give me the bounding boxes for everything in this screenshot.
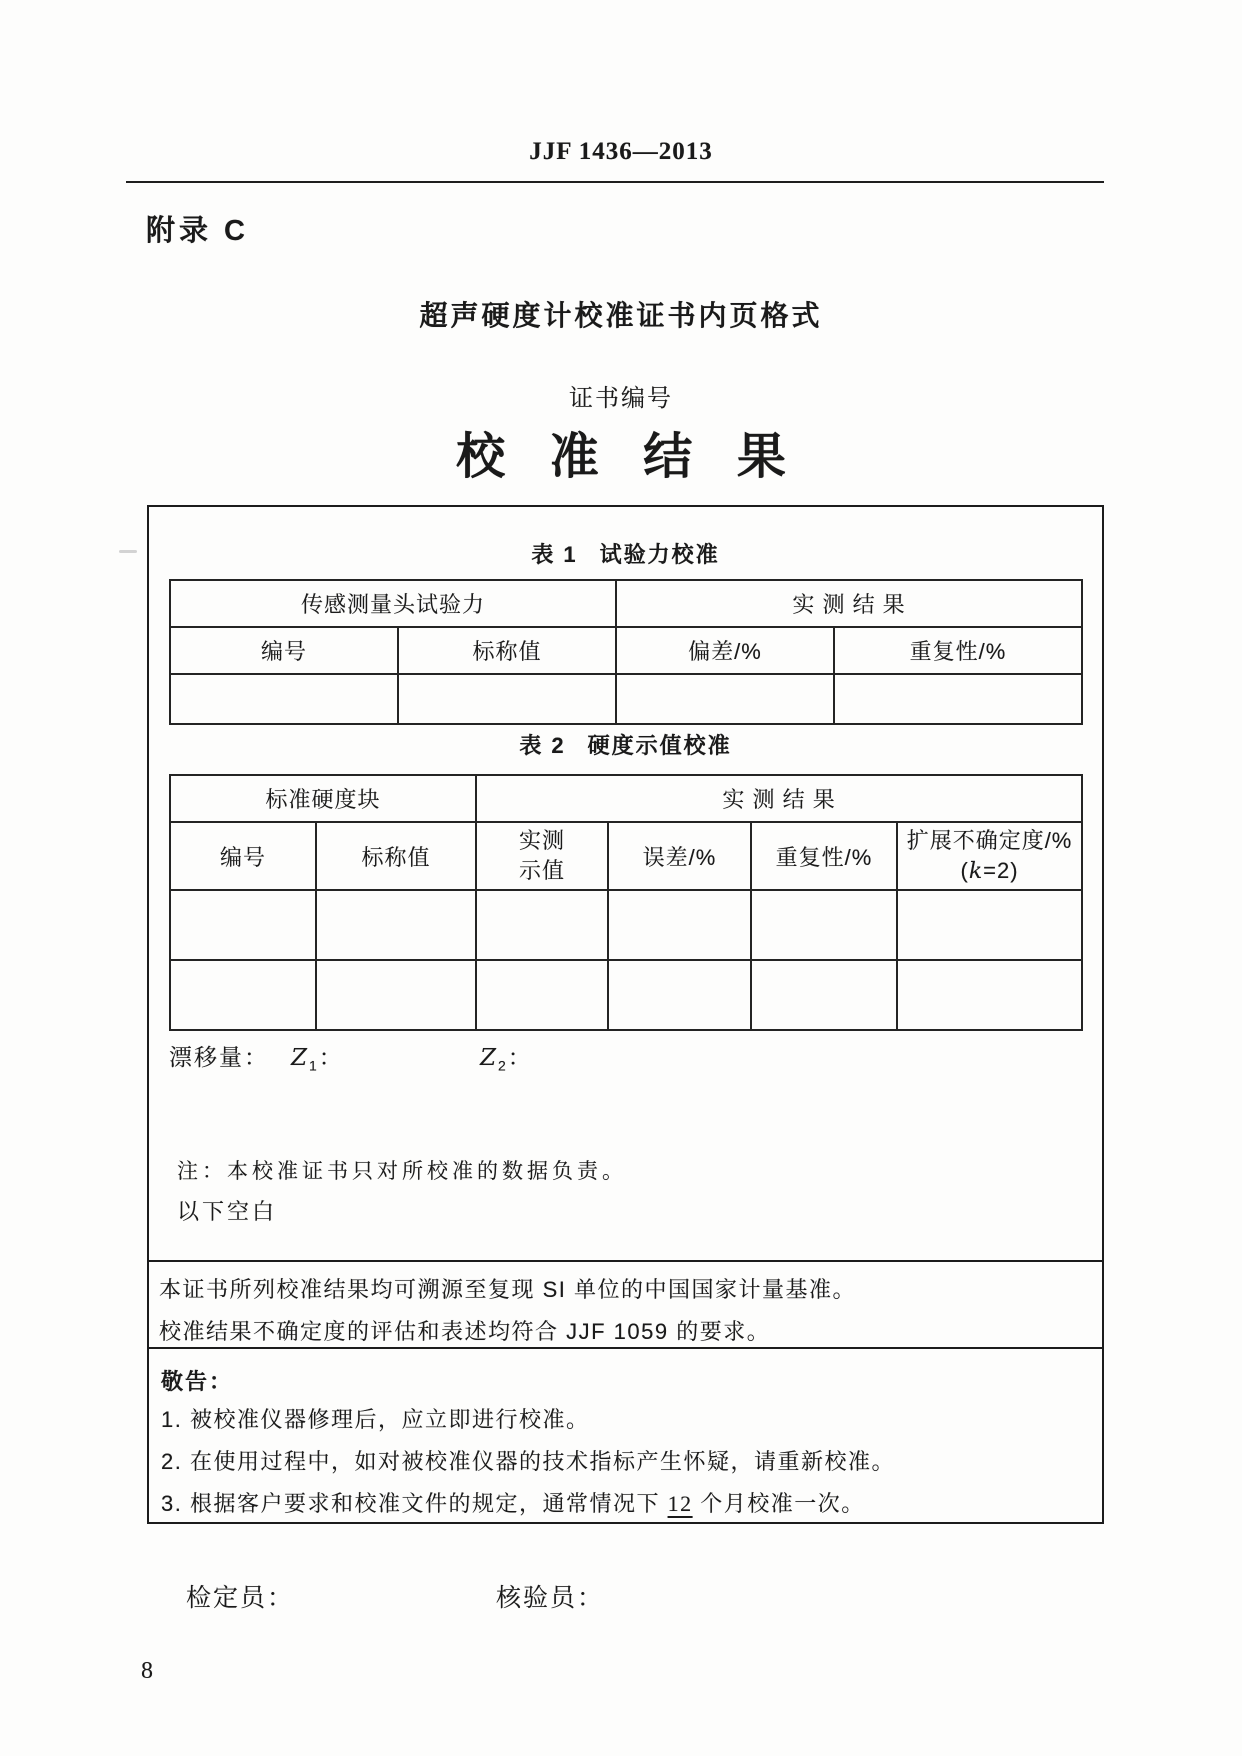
table2-col-measured-line2: 示值 [519, 858, 566, 883]
table2-caption [149, 729, 1102, 760]
table2-group-header-left: 标准硬度块 [170, 775, 476, 822]
empty-cell [897, 890, 1082, 960]
notice-item-3-months: 12 [667, 1491, 693, 1516]
notice-item-2: 2. 在使用过程中，如对被校准仪器的技术指标产生怀疑，请重新校准。 [161, 1449, 895, 1474]
blank-below-note: 以下空白 [177, 1199, 278, 1224]
empty-cell [608, 890, 751, 960]
empty-cell [608, 960, 751, 1030]
table-row [170, 822, 1082, 890]
certificate-number-label: 证书编号 [569, 385, 673, 412]
z2-colon: ： [507, 1044, 533, 1070]
table2-group-header-right: 实 测 结 果 [476, 775, 1082, 822]
page-number: 8 [141, 1658, 153, 1684]
table2-caption-number: 表 2 [519, 733, 566, 758]
paren-close: =2) [983, 857, 1019, 883]
table2-col-number: 编号 [170, 822, 316, 890]
table2-col-repeatability: 重复性/% [751, 822, 897, 890]
document-code: JJF 1436—2013 [529, 138, 713, 165]
paren-open: ( [960, 857, 969, 883]
empty-cell [897, 960, 1082, 1030]
table1-caption-number: 表 1 [531, 542, 578, 567]
section-divider [149, 1260, 1102, 1262]
table-row [170, 775, 1082, 822]
drift-label: 漂移量： [169, 1044, 269, 1070]
header-rule [126, 181, 1104, 183]
uncertainty-statement: 校准结果不确定度的评估和表述均符合 JJF 1059 的要求。 [159, 1319, 771, 1344]
scan-artifact [119, 550, 137, 553]
empty-cell [170, 960, 316, 1030]
table2-col-uncertainty-line1: 扩展不确定度/% [906, 827, 1073, 853]
main-title: 校 准 结 果 [456, 430, 797, 484]
table1-col-number: 编号 [170, 627, 398, 674]
table-row [170, 890, 1082, 960]
z2-subscript: 2 [497, 1057, 508, 1074]
table2-col-error: 误差/% [608, 822, 751, 890]
table2-col-nominal: 标称值 [316, 822, 476, 890]
verifier-label: 检定员： [186, 1584, 295, 1612]
empty-cell [751, 960, 897, 1030]
responsibility-note: 注：本校准证书只对所校准的数据负责。 [177, 1160, 627, 1183]
appendix-label: 附录 C [146, 215, 250, 247]
empty-cell [316, 960, 476, 1030]
empty-cell [170, 890, 316, 960]
z1-colon: ： [318, 1044, 344, 1070]
z1-subscript: 1 [308, 1057, 319, 1074]
table1-caption-title: 试验力校准 [599, 542, 720, 567]
empty-cell [398, 674, 616, 724]
notice-item-1: 1. 被校准仪器修理后，应立即进行校准。 [161, 1407, 590, 1432]
drift-z2 [480, 1039, 533, 1074]
z1-symbol: Z [291, 1045, 309, 1071]
table1-group-header-left: 传感测量头试验力 [170, 580, 616, 627]
coverage-factor-k: k [968, 858, 984, 884]
table1-caption [149, 538, 1102, 569]
table-row [170, 627, 1082, 674]
results-frame [147, 505, 1104, 1524]
notice-item-3 [161, 1487, 865, 1518]
empty-cell [616, 674, 834, 724]
empty-cell [476, 960, 608, 1030]
table1-col-nominal: 标称值 [398, 627, 616, 674]
reviewer-label: 核验员： [496, 1584, 605, 1612]
table1-col-deviation: 偏差/% [616, 627, 834, 674]
table-hardness-indication-calibration [169, 774, 1083, 1031]
notice-title: 敬告： [161, 1369, 234, 1394]
empty-cell [751, 890, 897, 960]
table1-col-repeatability: 重复性/% [834, 627, 1082, 674]
section-divider [149, 1347, 1102, 1349]
empty-cell [170, 674, 398, 724]
notice-item-3-prefix: 3. 根据客户要求和校准文件的规定，通常情况下 [161, 1491, 668, 1516]
document-title: 超声硬度计校准证书内页格式 [419, 300, 823, 331]
traceability-statement: 本证书所列校准结果均可溯源至复现 SI 单位的中国国家计量基准。 [159, 1277, 857, 1302]
table2-col-uncertainty-line2 [898, 856, 1081, 887]
table2-caption-title: 硬度示值校准 [587, 733, 732, 758]
table2-col-measured [476, 822, 608, 890]
notice-item-3-suffix: 个月校准一次。 [692, 1491, 865, 1516]
table-row [170, 960, 1082, 1030]
table1-group-header-right: 实 测 结 果 [616, 580, 1082, 627]
empty-cell [316, 890, 476, 960]
table-row [170, 580, 1082, 627]
drift-line [169, 1039, 869, 1074]
empty-cell [834, 674, 1082, 724]
table2-col-measured-line1: 实测 [519, 828, 566, 853]
table2-col-uncertainty [897, 822, 1082, 890]
table-test-force-calibration [169, 579, 1083, 725]
table-row [170, 674, 1082, 724]
empty-cell [476, 890, 608, 960]
drift-z1 [291, 1044, 344, 1074]
z2-symbol: Z [480, 1045, 498, 1071]
